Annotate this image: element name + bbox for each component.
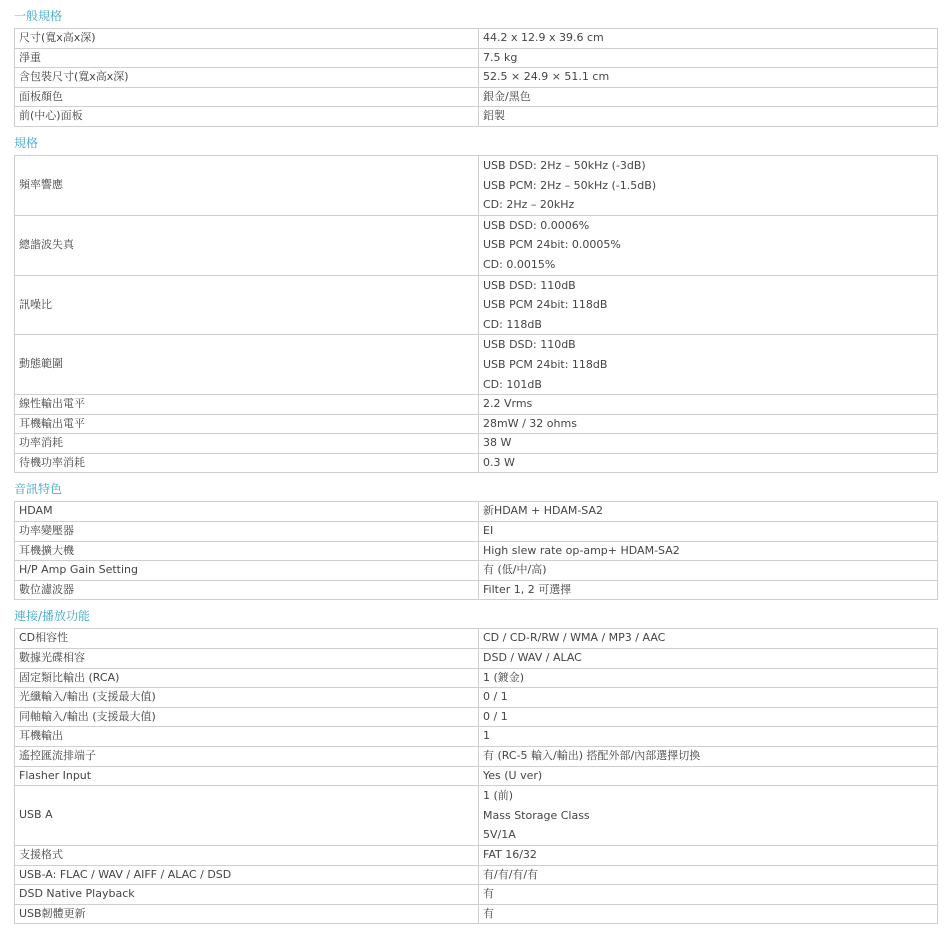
table-row	[15, 845, 938, 865]
spec-value: 銀金/黑色	[479, 87, 938, 107]
spec-value-line: CD: 0.0015%	[483, 257, 556, 271]
table-row	[15, 522, 938, 542]
spec-value: FAT 16/32	[479, 845, 938, 865]
spec-label: 支援格式	[15, 845, 479, 865]
table-row	[15, 688, 938, 708]
table-row	[15, 561, 938, 581]
spec-table	[14, 28, 938, 127]
spec-label: 面板顏色	[15, 87, 479, 107]
spec-value-line: USB DSD: 2Hz – 50kHz (-3dB)	[483, 158, 646, 172]
spec-value	[479, 155, 938, 215]
table-row	[15, 68, 938, 88]
spec-value	[479, 786, 938, 846]
spec-label: 動態範圍	[15, 335, 479, 395]
spec-value: 38 W	[479, 434, 938, 454]
spec-value: CD / CD-R/RW / WMA / MP3 / AAC	[479, 629, 938, 649]
table-row	[15, 865, 938, 885]
table-row	[15, 649, 938, 669]
spec-label: 光纖輸入/輸出 (支援最大值)	[15, 688, 479, 708]
spec-value: 2.2 Vrms	[479, 395, 938, 415]
table-row	[15, 541, 938, 561]
spec-value: 鋁製	[479, 107, 938, 127]
spec-value: 1	[479, 727, 938, 747]
spec-value: 有	[479, 885, 938, 905]
spec-label: 耳機擴大機	[15, 541, 479, 561]
spec-label: 固定類比輸出 (RCA)	[15, 668, 479, 688]
spec-label: USB韌體更新	[15, 904, 479, 924]
table-row	[15, 904, 938, 924]
spec-value-line: CD: 2Hz – 20kHz	[483, 198, 575, 212]
spec-label: 尺寸(寬x高x深)	[15, 29, 479, 49]
spec-label: USB A	[15, 786, 479, 846]
spec-value-line: USB PCM 24bit: 0.0005%	[483, 238, 621, 252]
spec-value: 1 (鍍金)	[479, 668, 938, 688]
section-title: 規格	[14, 135, 39, 150]
table-row	[15, 727, 938, 747]
spec-value	[479, 215, 938, 275]
section-title: 一般規格	[14, 9, 63, 23]
section-title: 音訊特色	[14, 482, 63, 497]
spec-value-line: 1 (前)	[483, 789, 514, 803]
table-row	[15, 629, 938, 649]
spec-value: 7.5 kg	[479, 48, 938, 68]
spec-value-line: USB DSD: 110dB	[483, 278, 576, 292]
spec-label: H/P Amp Gain Setting	[15, 561, 479, 581]
spec-value: 52.5 × 24.9 × 51.1 cm	[479, 68, 938, 88]
table-row	[15, 453, 938, 473]
spec-label: 前(中心)面板	[15, 107, 479, 127]
spec-value	[479, 335, 938, 395]
spec-label: 總諧波失真	[15, 215, 479, 275]
table-row	[15, 48, 938, 68]
table-row	[15, 766, 938, 786]
spec-label: 同軸輸入/輸出 (支援最大值)	[15, 707, 479, 727]
spec-value-line: USB PCM 24bit: 118dB	[483, 357, 608, 371]
spec-label: 淨重	[15, 48, 479, 68]
spec-value-line: Mass Storage Class	[483, 808, 590, 822]
spec-label: USB-A: FLAC / WAV / AIFF / ALAC / DSD	[15, 865, 479, 885]
table-row	[15, 885, 938, 905]
table-row	[15, 29, 938, 49]
spec-label: 待機功率消耗	[15, 453, 479, 473]
table-row	[15, 215, 938, 275]
spec-label: 頻率響應	[15, 155, 479, 215]
spec-value-line: USB DSD: 110dB	[483, 338, 576, 352]
spec-label: HDAM	[15, 502, 479, 522]
table-row	[15, 155, 938, 215]
table-row	[15, 747, 938, 767]
spec-label: 訊噪比	[15, 275, 479, 335]
table-row	[15, 580, 938, 600]
spec-value: 有 (RC-5 輸入/輸出) 搭配外部/內部選擇切換	[479, 747, 938, 767]
spec-value: Filter 1, 2 可選擇	[479, 580, 938, 600]
spec-value-line: CD: 118dB	[483, 317, 542, 331]
spec-value: 0 / 1	[479, 688, 938, 708]
spec-value-line: USB PCM 24bit: 118dB	[483, 298, 608, 312]
spec-value: 44.2 x 12.9 x 39.6 cm	[479, 29, 938, 49]
table-row	[15, 707, 938, 727]
section-title: 連接/播放功能	[14, 609, 91, 624]
table-row	[15, 87, 938, 107]
table-row	[15, 668, 938, 688]
spec-value: Yes (U ver)	[479, 766, 938, 786]
spec-value-line: USB PCM: 2Hz – 50kHz (-1.5dB)	[483, 178, 657, 192]
table-row	[15, 786, 938, 846]
spec-label: CD相容性	[15, 629, 479, 649]
spec-value-line: CD: 101dB	[483, 377, 542, 391]
spec-label: 線性輸出電平	[15, 395, 479, 415]
spec-value: 0.3 W	[479, 453, 938, 473]
spec-label: 遙控匯流排端子	[15, 747, 479, 767]
table-row	[15, 275, 938, 335]
spec-value: High slew rate op-amp+ HDAM-SA2	[479, 541, 938, 561]
spec-table	[14, 628, 938, 924]
spec-value: 28mW / 32 ohms	[479, 414, 938, 434]
spec-value: EI	[479, 522, 938, 542]
spec-value: 0 / 1	[479, 707, 938, 727]
spec-value: 有	[479, 904, 938, 924]
spec-table	[14, 155, 938, 474]
spec-label: 數據光碟相容	[15, 649, 479, 669]
spec-label: 含包裝尺寸(寬x高x深)	[15, 68, 479, 88]
table-row	[15, 335, 938, 395]
spec-value: 有/有/有/有	[479, 865, 938, 885]
table-row	[15, 434, 938, 454]
spec-value: 有 (低/中/高)	[479, 561, 938, 581]
spec-table	[14, 501, 938, 600]
spec-label: 耳機輸出電平	[15, 414, 479, 434]
table-row	[15, 414, 938, 434]
spec-label: 功率變壓器	[15, 522, 479, 542]
spec-value: 新HDAM + HDAM-SA2	[479, 502, 938, 522]
spec-label: Flasher Input	[15, 766, 479, 786]
spec-label: 耳機輸出	[15, 727, 479, 747]
spec-value: DSD / WAV / ALAC	[479, 649, 938, 669]
spec-label: 數位濾波器	[15, 580, 479, 600]
spec-label: 功率消耗	[15, 434, 479, 454]
spec-value-line: USB DSD: 0.0006%	[483, 218, 590, 232]
table-row	[15, 395, 938, 415]
spec-value	[479, 275, 938, 335]
table-row	[15, 502, 938, 522]
spec-value-line: 5V/1A	[483, 828, 516, 842]
table-row	[15, 107, 938, 127]
spec-label: DSD Native Playback	[15, 885, 479, 905]
